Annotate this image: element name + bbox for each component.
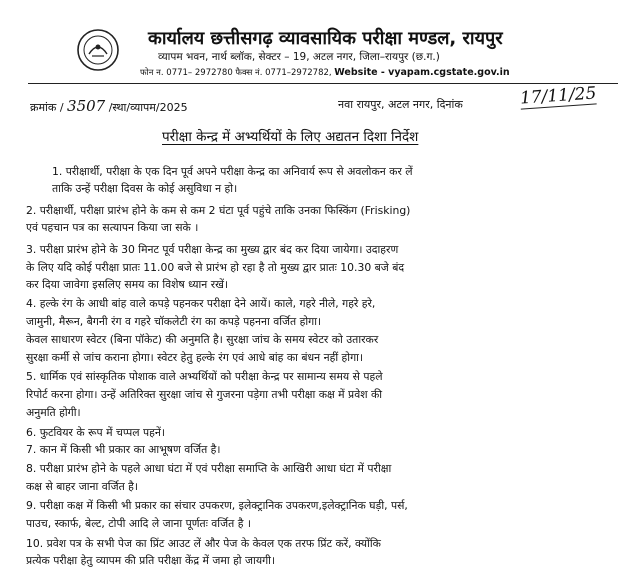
instruction-line: 4. हल्के रंग के आधी बांह वाले कपड़े पहनकर परीक्षा देने आयें। काले, गहरे नीले, गहरे हरे,: [26, 297, 376, 310]
instruction-line: 10. प्रवेश पत्र के सभी पेज का प्रिंट आउट लें और पेज के केवल एक तरफ प्रिंट करें, क्योंकि: [26, 537, 381, 550]
instruction-line: कर दिया जावेगा इसलिए समय का विशेष ध्यान रखें।: [26, 278, 229, 291]
instruction-line: 8. परीक्षा प्रारंभ होने के पहले आधा घंटा में एवं परीक्षा समाप्ति के आखिरी आधा घंटा में परीक्षा: [26, 462, 392, 475]
phone-fax: फोन न. 0771– 2972780 फैक्स नं. 0771–2972782,: [140, 68, 332, 78]
reference-number-handwritten: 3507: [67, 97, 106, 115]
instruction-line: 9. परीक्षा कक्ष में किसी भी प्रकार का संचार उपकरण, इलेक्ट्रानिक उपकरण,इलेक्ट्रानिक घड़ी, पर्स,: [26, 499, 408, 512]
instruction-line: जामुनी, मैरून, बैगनी रंग व गहरे चॉकलेटी रंग का कपड़े पहनना वर्जित होगा।: [26, 315, 322, 328]
vyapam-logo-icon: [76, 28, 120, 72]
header-divider: [28, 83, 618, 84]
office-title: कार्यालय छत्तीसगढ़ व्यावसायिक परीक्षा मण्डल, रायपुर: [148, 28, 503, 49]
instruction-line: 5. धार्मिक एवं सांस्कृतिक पोशाक वाले अभ्यर्थियों को परीक्षा केन्द्र पर सामान्य समय से पहले: [26, 370, 383, 383]
reference-label: क्रमांक /: [30, 101, 64, 114]
instruction-line: सुरक्षा कर्मी से जांच कराना होगा। स्वेटर हेतु हल्के रंग एवं आधे बांह का बंधन नहीं होगा।: [26, 351, 364, 364]
instruction-line: एवं पहचान पत्र का सत्यापन किया जा सके ।: [26, 221, 199, 234]
instruction-line: रिपोर्ट करना होगा। उन्हें अतिरिक्त सुरक्षा जांच से गुजरना पड़ेगा तभी परीक्षा कक्ष में प्रवेश की: [26, 388, 383, 401]
instruction-line: 6. फुटवियर के रूप में चप्पल पहनें।: [26, 426, 165, 439]
place-date-label: नवा रायपुर, अटल नगर, दिनांक: [338, 98, 463, 111]
instruction-line: के लिए यदि कोई परीक्षा प्रातः 11.00 बजे से प्रारंभ हो रहा है तो मुख्य द्वार प्रातः 10.30 बजे बंद: [26, 261, 405, 274]
reference-suffix: /स्था/व्यापम/2025: [108, 101, 188, 114]
office-address: व्यापम भवन, नार्थ ब्लॉक, सेक्टर – 19, अटल नगर, जिला–रायपुर (छ.ग.): [158, 51, 440, 63]
instruction-line: 3. परीक्षा प्रारंभ होने के 30 मिनट पूर्व परीक्षा केन्द्र का मुख्य द्वार बंद कर दिया जायेगा। उदाहरण: [26, 243, 399, 256]
website-link[interactable]: Website - vyapam.cgstate.gov.in: [334, 67, 510, 78]
instruction-line: प्रत्येक परीक्षा हेतु व्यापम की प्रति परीक्षा केंद्र में जमा हो जायगी।: [26, 554, 276, 567]
instruction-line: 2. परीक्षार्थी, परीक्षा प्रारंभ होने के कम से कम 2 घंटा पूर्व पहुंचे ताकि उनका फिस्किंग (Frisking): [26, 204, 411, 217]
date-handwritten: 17/11/25: [519, 83, 597, 109]
document-heading: परीक्षा केन्द्र में अभ्यर्थियों के लिए अद्यतन दिशा निर्देश: [162, 129, 419, 145]
instruction-line: कक्ष से बाहर जाना वर्जित है।: [26, 480, 138, 493]
instruction-line: अनुमति होगी।: [26, 406, 81, 419]
instruction-line: पाउच, स्कार्फ, बेल्ट, टोपी आदि ले जाना पूर्णतः वर्जित है ।: [26, 517, 251, 530]
office-contact: [140, 67, 510, 78]
reference-number: [30, 97, 188, 115]
instruction-line: ताकि उन्हें परीक्षा दिवस के कोई असुविधा न हो।: [52, 182, 238, 195]
instruction-line: केवल साधारण स्वेटर (बिना पॉकेट) की अनुमति है। सुरक्षा जांच के समय स्वेटर को उतारकर: [26, 333, 379, 346]
instruction-line: 7. कान में किसी भी प्रकार का आभूषण वर्जित है।: [26, 443, 221, 456]
instruction-line: 1. परीक्षार्थी, परीक्षा के एक दिन पूर्व अपने परीक्षा केन्द्र का अनिवार्य रूप से अवलोकन कर लें: [52, 165, 413, 178]
